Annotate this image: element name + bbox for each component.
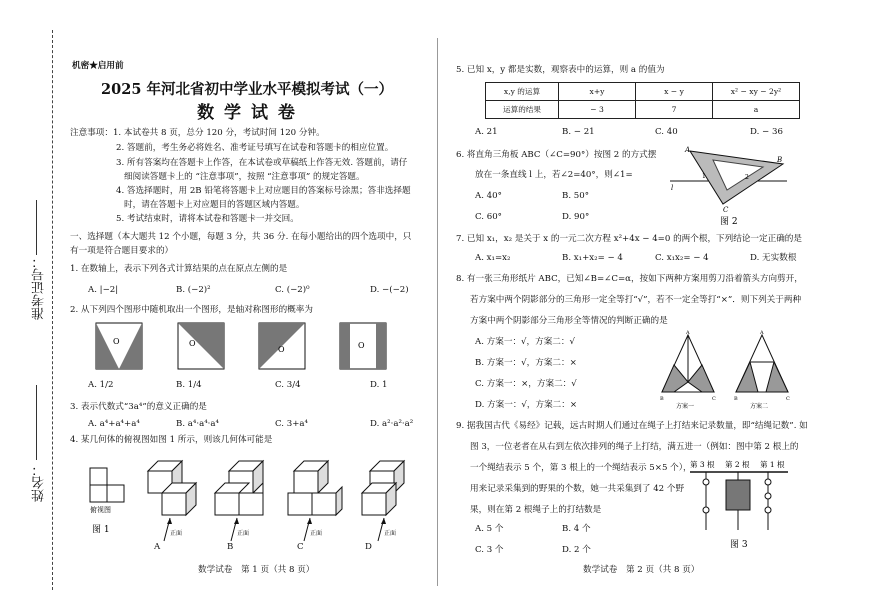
q4-stem: 4. 某几何体的俯视图如图 1 所示，则该几何体可能是 <box>70 435 273 445</box>
q5-table-cell-expr: a <box>713 101 800 119</box>
q5-table-cell-diff: 7 <box>636 101 713 119</box>
section-1-heading-cont: 有一项是符合题目要求的） <box>70 246 174 256</box>
q2-figures <box>95 322 415 372</box>
svg-text:A: A <box>760 330 764 336</box>
q6-option-b: B. 50° <box>562 191 590 201</box>
q5-table-row-label: 运算的结果 <box>486 101 559 119</box>
q6-option-c: C. 60° <box>475 212 502 222</box>
q8-line-2: 若方案中两个阴影部分的三角形一定全等打“√”，若不一定全等打“×”．则下列关于两种 <box>470 295 802 305</box>
page1-footer: 数学试卷 第 1 页（共 8 页） <box>198 565 315 575</box>
svg-text:正面: 正面 <box>237 530 250 537</box>
q2-figure-c <box>259 323 305 369</box>
q5-option-c: C. 40 <box>655 127 678 137</box>
q9-option-b: B. 4 个 <box>562 524 591 534</box>
q2-option-b: B. 1/4 <box>176 380 202 390</box>
q8-scheme-1 <box>660 330 716 410</box>
page2-footer: 数学试卷 第 2 页（共 8 页） <box>583 565 700 575</box>
svg-text:C: C <box>786 396 790 402</box>
q3-option-a: A. a⁴+a⁴+a⁴ <box>88 419 140 429</box>
q9-line-5: 果，则在第 2 根绳子上的打结数是 <box>470 505 602 515</box>
q8-option-b: B. 方案一：√，方案二：× <box>475 358 577 368</box>
note-4-cont: 时，请在答题卡上对应题目的答题区域内答题。 <box>124 200 305 210</box>
svg-text:B: B <box>660 396 664 402</box>
q7-option-d: D. 无实数根 <box>750 253 797 263</box>
name-label: 姓名： <box>32 463 47 502</box>
q2-figure-b <box>178 323 224 369</box>
q9-line-1: 9. 据我国古代《易经》记载，远古时期人们通过在绳子上打结来记录数量，即“结绳记数”. 如 <box>456 421 808 431</box>
q5-table-header-op: x,y 的运算 <box>486 83 559 101</box>
svg-text:A: A <box>686 330 690 336</box>
svg-text:第 3 根: 第 3 根 <box>690 460 715 469</box>
q5-table-header-expr: x² − xy − 2y² <box>713 83 800 101</box>
q6-option-d: D. 90° <box>562 212 590 222</box>
section-1-heading: 一、选择题（本大题共 12 个小题，每题 3 分，共 36 分. 在每小题给出的四个选项中，只 <box>70 232 412 242</box>
q2-option-d: D. 1 <box>370 380 388 390</box>
q2-fig-label: O <box>113 337 120 346</box>
q8-line-1: 8. 有一张三角形纸片 ABC，已知∠B=∠C=α，按如下两种方案用剪刀沿着箭头方向剪开， <box>456 274 803 284</box>
note-4: 4. 答选择题时，用 2B 铅笔将答题卡上对应题目的答案标号涂黑；答非选择题 <box>116 186 411 196</box>
q1-option-b: B. (−2)² <box>176 285 211 295</box>
svg-text:正面: 正面 <box>310 530 323 537</box>
q4-solid-b <box>215 461 263 541</box>
q1-option-a: A. |−2| <box>88 285 119 295</box>
q3-option-d: D. a²·a²·a² <box>370 419 414 429</box>
q6-line-1: 6. 将直角三角板 ABC（∠C=90°）按图 2 的方式摆 <box>456 150 657 160</box>
note-3-cont: 细阅读答题卡上的 “注意事项”，按照 “注意事项” 的规定答题。 <box>124 172 365 182</box>
q6-fig-label: 图 2 <box>720 217 738 226</box>
note-5: 5. 考试结束时，请将本试卷和答题卡一并交回。 <box>116 214 299 224</box>
svg-text:1: 1 <box>702 173 706 180</box>
q5-stem: 5. 已知 x，y 都是实数，观察表中的运算，则 a 的值为 <box>456 65 665 75</box>
q4-top-view-label: 俯视图 <box>90 506 111 514</box>
svg-text:2: 2 <box>745 174 749 181</box>
svg-text:O: O <box>189 339 196 348</box>
q9-line-3: 一个绳结表示 5 个，第 3 根上的一个绳结表示 5×5 个）， <box>470 463 692 473</box>
q9-option-d: D. 2 个 <box>562 545 591 555</box>
svg-text:l: l <box>671 184 674 192</box>
q1-option-c: C. (−2)⁰ <box>275 285 310 295</box>
svg-text:正面: 正面 <box>384 530 397 537</box>
exam-subtitle: 数 学 试 卷 <box>197 103 297 123</box>
q9-option-c: C. 3 个 <box>475 545 504 555</box>
q2-figure-d <box>340 323 386 369</box>
q4-option-b: B <box>227 542 234 552</box>
q5-table-header-sum: x+y <box>559 83 636 101</box>
q8-option-a: A. 方案一：√，方案二：√ <box>475 337 575 347</box>
note-3: 3. 所有答案均在答题卡上作答，在本试卷或草稿纸上作答无效. 答题前，请仔 <box>116 158 408 168</box>
q9-option-a: A. 5 个 <box>475 524 504 534</box>
q8-scheme-1-label: 方案一 <box>676 403 695 410</box>
note-2: 2. 答题前，考生务必将姓名、准考证号填写在试卷和答题卡的相应位置。 <box>116 143 394 153</box>
q5-option-b: B. − 21 <box>562 127 595 137</box>
q9-line-2: 图 3，一位老者在从右到左依次排列的绳子上打结，满五进一（例如：图中第 2 根上的 <box>470 442 799 452</box>
q3-option-c: C. 3+a⁴ <box>275 419 308 429</box>
svg-text:O: O <box>278 345 285 354</box>
q8-scheme-2 <box>734 330 790 410</box>
q8-option-d: D. 方案一：√，方案二：× <box>475 400 578 410</box>
q6-line-2: 放在一条直线 l 上，若∠2=40°，则∠1= <box>475 170 633 180</box>
q7-option-b: B. x₁+x₂= − 4 <box>562 253 623 263</box>
q8-line-3: 方案中两个阴影部分三角形全等情况的判断正确的是 <box>470 316 668 326</box>
q6-figure <box>665 146 795 226</box>
q7-option-c: C. x₁x₂= − 4 <box>655 253 709 263</box>
q1-option-d: D. −(−2) <box>370 285 409 295</box>
q5-option-a: A. 21 <box>475 127 498 137</box>
binding-dashed-line <box>52 30 53 590</box>
q2-option-a: A. 1/2 <box>88 380 114 390</box>
q9-rope-figure <box>690 458 800 552</box>
q2-figure-a <box>96 323 142 369</box>
q4-option-a: A <box>154 542 161 552</box>
q7-stem: 7. 已知 x₁，x₂ 是关于 x 的一元二次方程 x²+4x − 4=0 的两个根，下列结论一定正确的是 <box>456 234 802 244</box>
q4-figures <box>80 448 430 558</box>
svg-text:B: B <box>777 156 783 164</box>
q4-solid-c <box>288 461 342 541</box>
q3-option-b: B. a⁴·a⁴·a⁴ <box>176 419 219 429</box>
q8-scheme-2-label: 方案二 <box>750 403 769 410</box>
svg-text:B: B <box>734 396 738 402</box>
name-line <box>36 385 37 460</box>
q5-table <box>485 82 800 119</box>
q6-option-a: A. 40° <box>475 191 502 201</box>
page-divider <box>437 38 438 586</box>
exam-number-line <box>36 200 37 255</box>
q4-fig-label: 图 1 <box>92 525 110 535</box>
q4-top-view <box>90 468 124 535</box>
q5-table-cell-sum: − 3 <box>559 101 636 119</box>
svg-text:A: A <box>685 146 691 154</box>
q8-option-c: C. 方案一：×，方案二：√ <box>475 379 577 389</box>
exam-title: 2025 年河北省初中学业水平模拟考试（一） <box>101 81 393 98</box>
exam-number-label: 准考证号： <box>32 255 47 320</box>
q5-table-header-diff: x − y <box>636 83 713 101</box>
q7-option-a: A. x₁=x₂ <box>475 253 511 263</box>
q4-option-c: C <box>297 542 304 552</box>
q9-fig-label: 图 3 <box>730 540 748 550</box>
note-1: 注意事项：1. 本试卷共 8 页，总分 120 分，考试时间 120 分钟。 <box>70 128 325 138</box>
q4-front-label: 正面 <box>170 530 183 537</box>
svg-text:C: C <box>712 396 716 402</box>
q4-solid-d <box>362 461 404 541</box>
q2-stem: 2. 从下列四个图形中随机取出一个图形，是轴对称图形的概率为 <box>70 305 313 315</box>
q8-figures <box>660 330 800 412</box>
q5-option-d: D. − 36 <box>750 127 783 137</box>
q3-stem: 3. 表示代数式“3a⁴”的意义正确的是 <box>70 402 207 412</box>
q9-line-4: 用来记录采集到的野果的个数，她一共采集到了 42 个野 <box>470 484 685 494</box>
q2-option-c: C. 3/4 <box>275 380 301 390</box>
svg-text:O: O <box>358 341 365 350</box>
q1-stem: 1. 在数轴上，表示下列各式计算结果的点在原点左侧的是 <box>70 264 288 274</box>
svg-text:第 1 根: 第 1 根 <box>760 460 785 469</box>
svg-text:C: C <box>723 206 729 214</box>
q4-solid-a <box>148 461 196 541</box>
confidential-mark: 机密★启用前 <box>72 61 124 71</box>
svg-text:第 2 根: 第 2 根 <box>725 460 750 469</box>
q4-option-d: D <box>365 542 372 552</box>
